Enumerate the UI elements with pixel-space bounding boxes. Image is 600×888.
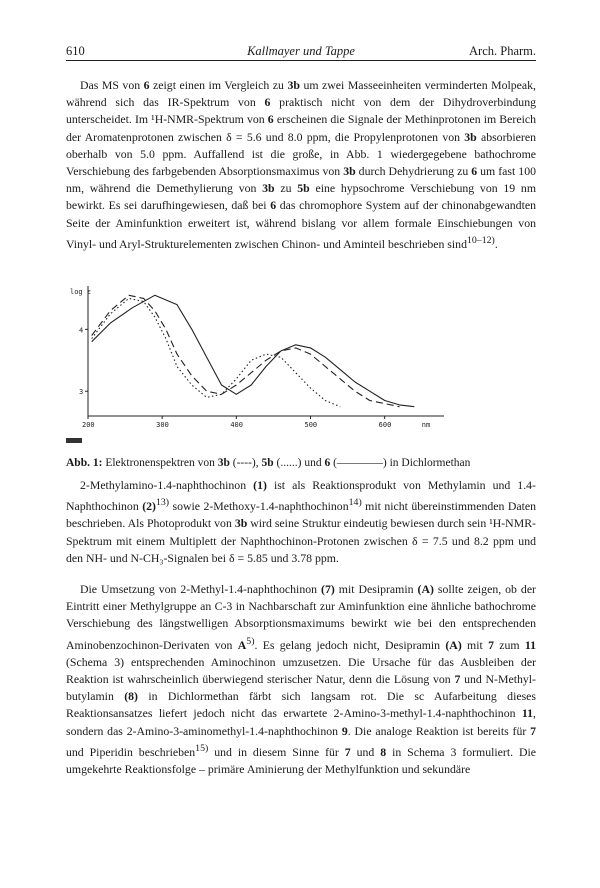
x-tick-label: 200 [82,421,95,429]
x-tick-label: 300 [156,421,169,429]
paragraph-1: Das MS von 6 zeigt einen im Vergleich zu 3b um zwei Masseeinheiten verminderten Molpeak, während sich das IR-Spektrum von 6 praktisch nicht von dem der Dihydroverbindung unterscheidet. Im ¹H-NMR-Spektrum von 6 erscheinen die Signale der Methinprotonen im Bereich der Aromatenprotonen zwischen δ = 5.6 und 8.0 ppm, die Propylenprotonen von 3b absorbieren oberhalb von 5.0 ppm. Auffallend ist die große, in Abb. 1 wiedergegebene bathochrome Verschiebung des farbgebenden Absorptionsmaximus von 3b durch Dehydrierung zu 6 um fast 100 nm, während die Demethylierung von 3b zu 5b eine hypsochrome Verschiebung von 19 nm bewirkt. Es sei darufhingewiesen, daß bei 6 das chromophore System auf der chinonabgewandten Seite der Aminfunktion erweitert ist, während bislang vor allem formale Einschiebungen von Vinyl- und Aryl-Strukturelementen zwischen Chinon- und Aminteil beschrieben sind$^{10-12)}$. [66,78,536,251]
spectrum-line-3b [92,295,400,406]
x-axis-unit: nm [421,421,431,429]
figure-marker [66,438,82,443]
y-tick-label: 4 [79,326,84,335]
spectrum-line-5b [92,298,341,406]
running-title: Kallmayer und Tappe [247,44,355,58]
header-rule [66,60,536,61]
x-tick-label: 500 [304,421,318,429]
y-axis-label: log ε [70,288,92,296]
absorption-spectrum-chart [66,278,536,438]
y-tick-label: 3 [79,388,84,397]
x-tick-label: 400 [230,421,243,429]
reference-superscript: 10–12) [466,234,495,246]
figure-caption: Abb. 1: Elektronenspektren von 3b (----), 5b (......) und 6 (————) in Dichlormethan [66,457,471,469]
page-number: 610 [66,44,85,58]
journal-name: Arch. Pharm. [469,44,536,58]
paragraph-3: Die Umsetzung von 2-Methyl-1.4-naphthochinon (7) mit Desipramin (A) sollte zeigen, ob der Eintritt einer Methylgruppe an C-3 in Nachbarschaft zur Aminfunktion eine ähnliche bathochrome Verschiebung des längstwelligen Absorptionsmaximums bewirkt wie bei den entsprechenden Aminobenzochinon-Derivaten von $A^{5)}$. Es gelang jedoch nicht, Desipramin (A) mit 7 zum 11 (Schema 3) entsprechenden Aminochinon umzusetzen. Die Ursache für das Ausbleiben der Reaktion ist wahrscheinlich überwiegend sterischer Natur, denn die Lösung von 7 und N-Methyl-butylamin (8) in Dichlormethan färbt sich langsam rot. Die sc Aufarbeitung dieses Reaktionsansatzes liefert jedoch nicht das erwartete 2-Amino-3-methyl-1.4-naphthochinon 11, sondern das 2-Amino-3-aminomethyl-1.4-naphthochinon 9. Die analoge Reaktion ist bereits für 7 und Piperidin beschrieben$^{15)}$ und in diesem Sinne für 7 und 8 in Schema 3 formuliert. Die umgekehrte Reaktionsfolge – primäre Aminierung der Methylfunktion und sekundäre [66,582,537,776]
spectrum-line-6 [92,295,415,406]
spectrum-svg [66,278,536,438]
x-tick-label: 600 [378,421,392,429]
paragraph-2: 2-Methylamino-1.4-naphthochinon (1) ist als Reaktionsprodukt von Methylamin und 1.4-Naphthochinon $(2)^{13)}$ sowie 2-Methoxy-1.4-naphthochinon$^{14)}$ mit nicht übereinstimmenden Daten beschrieben. Als Photoprodukt von 3b wird seine Struktur eindeutig bewiesen durch sein ¹H-NMR-Spektrum mit einem Multiplett der Naphthochinon-Protonen zwischen δ = 7.5 und 8.2 ppm und den NH- und N-CH₃-Signalen bei δ = 5.85 und 3.78 ppm. [66,478,537,565]
